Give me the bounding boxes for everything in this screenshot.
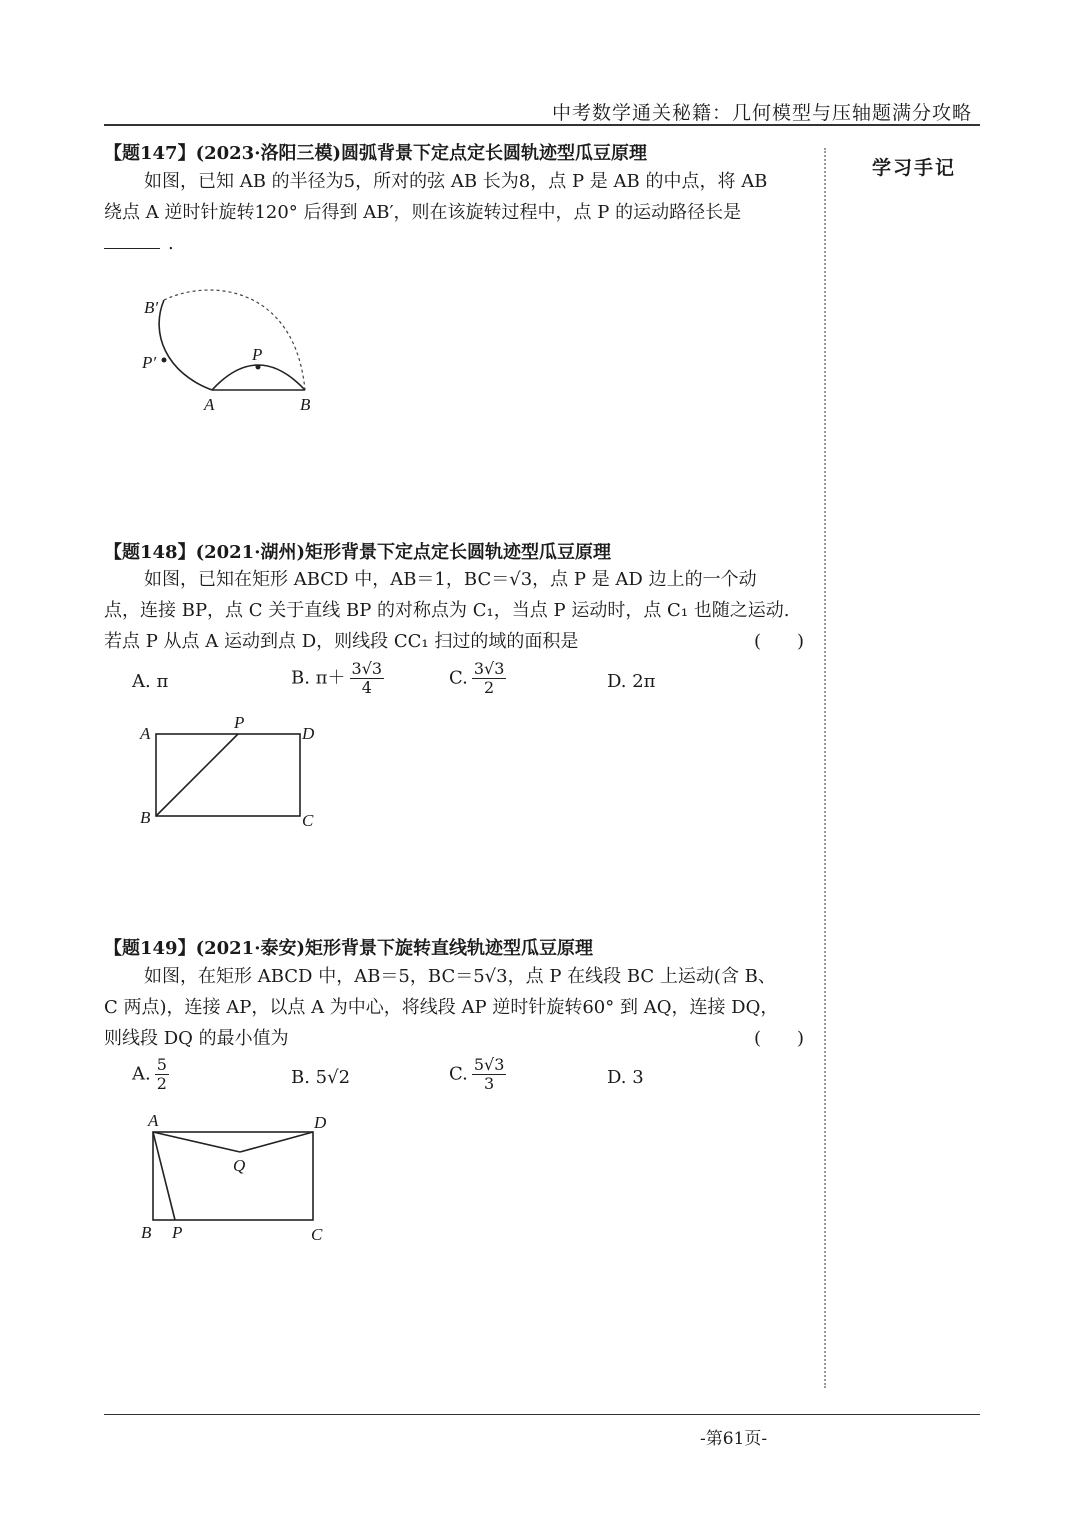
question-line: 如图，已知在矩形 ABCD 中，AB＝1，BC＝√3，点 P 是 AD 边上的一个动 — [144, 569, 757, 590]
question-line: . — [168, 233, 174, 254]
question-tag: 【题148】 — [104, 542, 196, 563]
option-c-fraction — [472, 1056, 507, 1093]
fraction-numerator: 5√3 — [473, 1055, 505, 1074]
option-d[interactable]: D. 3 — [607, 1067, 644, 1088]
option-a-prefix: A. — [132, 1063, 151, 1085]
notes-title: 学习手记 — [872, 157, 957, 179]
label-b: B — [141, 1223, 152, 1242]
question-line-last — [104, 626, 804, 657]
option-c[interactable] — [449, 1056, 506, 1093]
option-a[interactable]: A. π — [132, 671, 169, 692]
segment-aq — [153, 1132, 240, 1152]
fraction-numerator: 3√3 — [473, 659, 505, 678]
label-q: Q — [233, 1156, 246, 1175]
question-meta: (2021·湖州)矩形背景下定点定长圆轨迹型瓜豆原理 — [195, 542, 611, 563]
option-b[interactable]: B. 5√2 — [291, 1067, 351, 1088]
question-line: 如图，已知 AB 的半径为5，所对的弦 AB 长为8，点 P 是 AB 的中点，将 AB — [144, 171, 768, 192]
fraction-numerator: 5 — [156, 1055, 167, 1074]
question-tag: 【题149】 — [104, 938, 196, 959]
option-c-fraction — [472, 660, 507, 697]
question-tag: 【题147】 — [104, 143, 196, 164]
option-c-prefix: C. — [449, 667, 468, 689]
notes-column-divider — [824, 148, 826, 1388]
label-a: A — [148, 1111, 159, 1130]
point-p — [256, 365, 261, 370]
header-divider — [104, 124, 980, 126]
question-line: 则线段 DQ 的最小值为 — [104, 1028, 289, 1049]
label-p-prime: P′ — [142, 353, 157, 372]
fraction-numerator: 3√3 — [351, 659, 383, 678]
running-header: 中考数学通关秘籍：几何模型与压轴题满分攻略 — [551, 102, 972, 124]
question-line: 如图，在矩形 ABCD 中，AB＝5，BC＝5√3，点 P 在线段 BC 上运动(含 B、 — [144, 966, 776, 987]
footer-divider — [104, 1414, 980, 1415]
arc-ab-prime — [159, 300, 212, 390]
question-line: 点，连接 BP，点 C 关于直线 BP 的对称点为 C₁，当点 P 运动时，点 C₁ 也随之运动. — [104, 600, 790, 621]
label-a: A — [140, 724, 151, 743]
option-b-prefix: B. π＋ — [291, 667, 346, 689]
label-p: P — [234, 713, 245, 732]
label-b: B — [140, 808, 151, 827]
option-c[interactable] — [449, 660, 506, 697]
question-149-body — [104, 961, 804, 1054]
question-line: C 两点)，连接 AP，以点 A 为中心，将线段 AP 逆时针旋转60° 到 AQ，连接 DQ， — [104, 997, 779, 1018]
figure-149 — [130, 1108, 345, 1248]
question-meta: (2021·泰安)矩形背景下旋转直线轨迹型瓜豆原理 — [195, 938, 593, 959]
option-d[interactable]: D. 2π — [607, 671, 656, 692]
option-c-prefix: C. — [449, 1063, 468, 1085]
answer-bracket[interactable]: ( ) — [753, 631, 804, 652]
option-a[interactable] — [132, 1056, 169, 1093]
figure-147 — [130, 278, 340, 418]
label-b-prime: B′ — [144, 298, 159, 317]
segment-ap — [153, 1132, 175, 1220]
label-p: P — [172, 1223, 183, 1242]
point-p-prime — [162, 358, 167, 363]
fraction-denominator: 2 — [156, 1074, 167, 1093]
page-number: -第61页- — [700, 1429, 768, 1449]
answer-blank[interactable] — [104, 248, 160, 249]
answer-line — [104, 228, 804, 259]
segment-dq — [240, 1132, 313, 1152]
question-meta: (2023·洛阳三模)圆弧背景下定点定长圆轨迹型瓜豆原理 — [195, 143, 647, 164]
figure-148 — [130, 710, 330, 835]
question-147-heading — [104, 139, 647, 165]
question-line: 若点 P 从点 A 运动到点 D，则线段 CC₁ 扫过的域的面积是 — [104, 631, 579, 652]
rectangle-abcd — [156, 734, 300, 816]
question-148-body — [104, 564, 804, 657]
fraction-denominator: 3 — [484, 1074, 495, 1093]
fraction-denominator: 4 — [361, 678, 372, 697]
option-b[interactable] — [291, 660, 384, 697]
label-b: B — [300, 395, 311, 414]
answer-bracket[interactable]: ( ) — [753, 1028, 804, 1049]
label-d: D — [302, 724, 315, 743]
option-b-fraction — [350, 660, 385, 697]
label-a: A — [204, 395, 215, 414]
label-c: C — [302, 811, 314, 830]
fraction-denominator: 2 — [484, 678, 495, 697]
label-p: P — [252, 345, 263, 364]
label-c: C — [311, 1225, 323, 1244]
option-a-fraction — [155, 1056, 169, 1093]
question-line: 绕点 A 逆时针旋转120° 后得到 AB′，则在该旋转过程中，点 P 的运动路径长是 — [104, 202, 742, 223]
question-147-body — [104, 166, 804, 259]
rectangle-abcd — [153, 1132, 313, 1220]
question-line-last — [104, 1023, 804, 1054]
segment-bp — [156, 734, 238, 816]
question-149-heading — [104, 934, 593, 960]
question-148-heading — [104, 538, 611, 564]
label-d: D — [314, 1113, 327, 1132]
